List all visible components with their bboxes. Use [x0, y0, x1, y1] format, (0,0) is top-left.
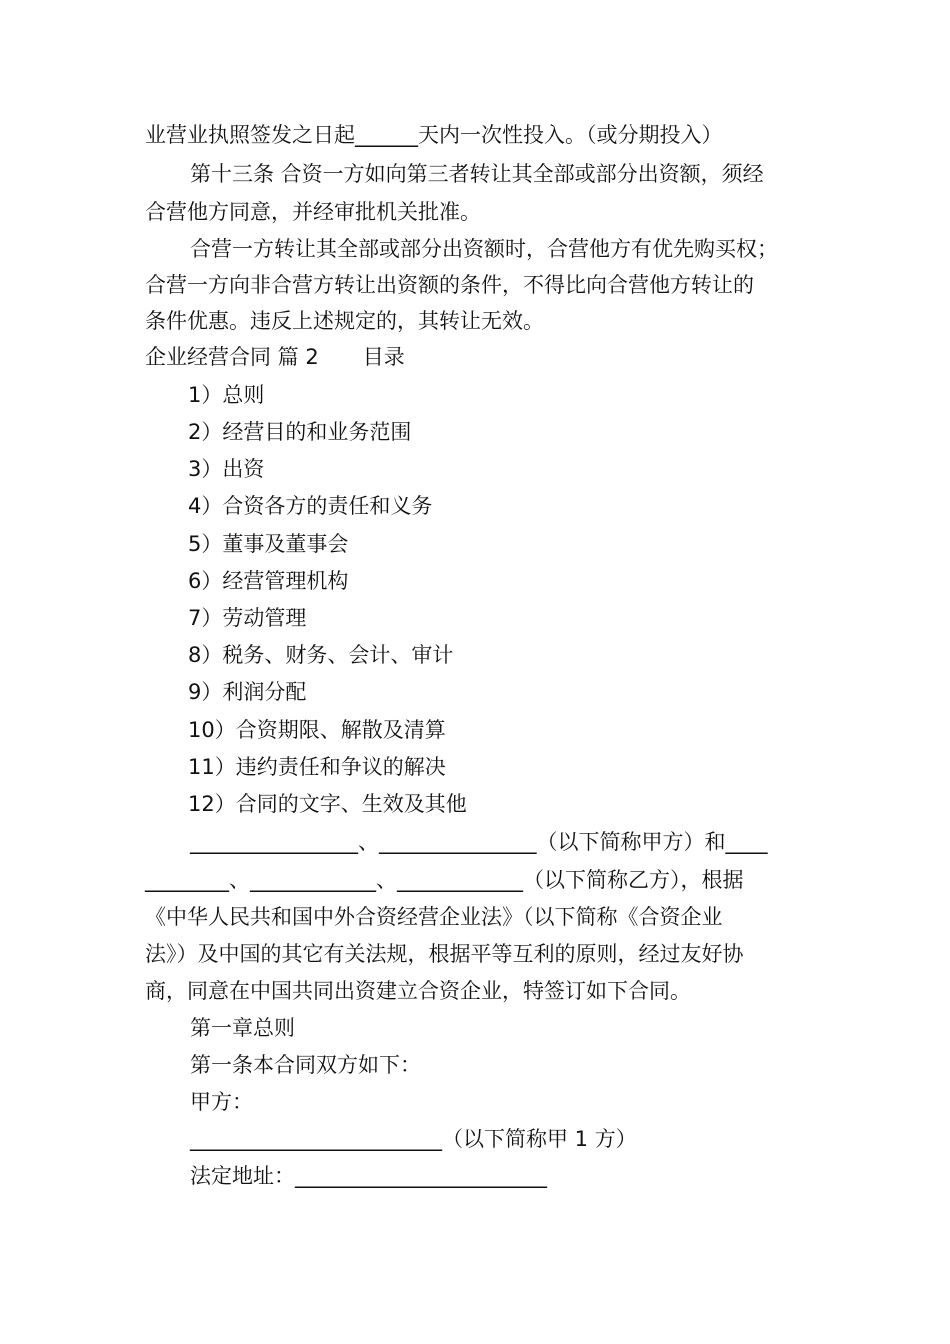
paragraph-line: 条件优惠。违反上述规定的，其转让无效。	[145, 309, 544, 333]
preamble-line: 商，同意在中国共同出资建立合资企业，特签订如下合同。	[145, 979, 691, 1003]
paragraph-line: 合营一方转让其全部或部分出资额时，合营他方有优先购买权；	[190, 237, 778, 261]
preamble-line: ________________、_______________（以下简称甲方）和____	[190, 830, 768, 854]
toc-item: 1）总则	[188, 383, 265, 407]
toc-item: 4）合资各方的责任和义务	[188, 494, 433, 518]
section-heading	[145, 343, 405, 371]
toc-item: 2）经营目的和业务范围	[188, 420, 412, 444]
section-title: 企业经营合同 篇 2	[145, 345, 319, 369]
toc-item: 3）出资	[188, 457, 265, 481]
legal-address-field: 法定地址：________________________	[190, 1164, 547, 1188]
toc-item: 12）合同的文字、生效及其他	[188, 792, 467, 816]
party-a-name-field: ________________________（以下简称甲 1 方）	[190, 1127, 637, 1151]
toc-item: 5）董事及董事会	[188, 532, 349, 556]
paragraph-line: 合营他方同意，并经审批机关批准。	[145, 200, 481, 224]
article-13-line: 第十三条 合资一方如向第三者转让其全部或部分出资额，须经	[190, 162, 764, 186]
party-a-label: 甲方：	[190, 1090, 253, 1114]
toc-item: 8）税务、财务、会计、审计	[188, 643, 454, 667]
toc-item: 9）利润分配	[188, 680, 307, 704]
preamble-line: 法》）及中国的其它有关法规，根据平等互利的原则，经过友好协	[145, 942, 744, 966]
toc-item: 10）合资期限、解散及清算	[188, 718, 446, 742]
preamble-line: ________、____________、____________（以下简称乙方），根据	[145, 868, 744, 892]
paragraph-line: 业营业执照签发之日起______天内一次性投入。（或分期投入）	[145, 123, 723, 147]
toc-item: 11）违约责任和争议的解决	[188, 755, 446, 779]
preamble-line: 《中华人民共和国中外合资经营企业法》（以下简称《合资企业	[145, 905, 723, 929]
toc-item: 7）劳动管理	[188, 606, 307, 630]
article-1: 第一条本合同双方如下：	[190, 1053, 421, 1077]
toc-item: 6）经营管理机构	[188, 569, 349, 593]
toc-label: 目录	[362, 345, 405, 369]
chapter-title: 第一章总则	[190, 1016, 295, 1040]
paragraph-line: 合营一方向非合营方转让出资额的条件，不得比向合营他方转让的	[145, 273, 754, 297]
